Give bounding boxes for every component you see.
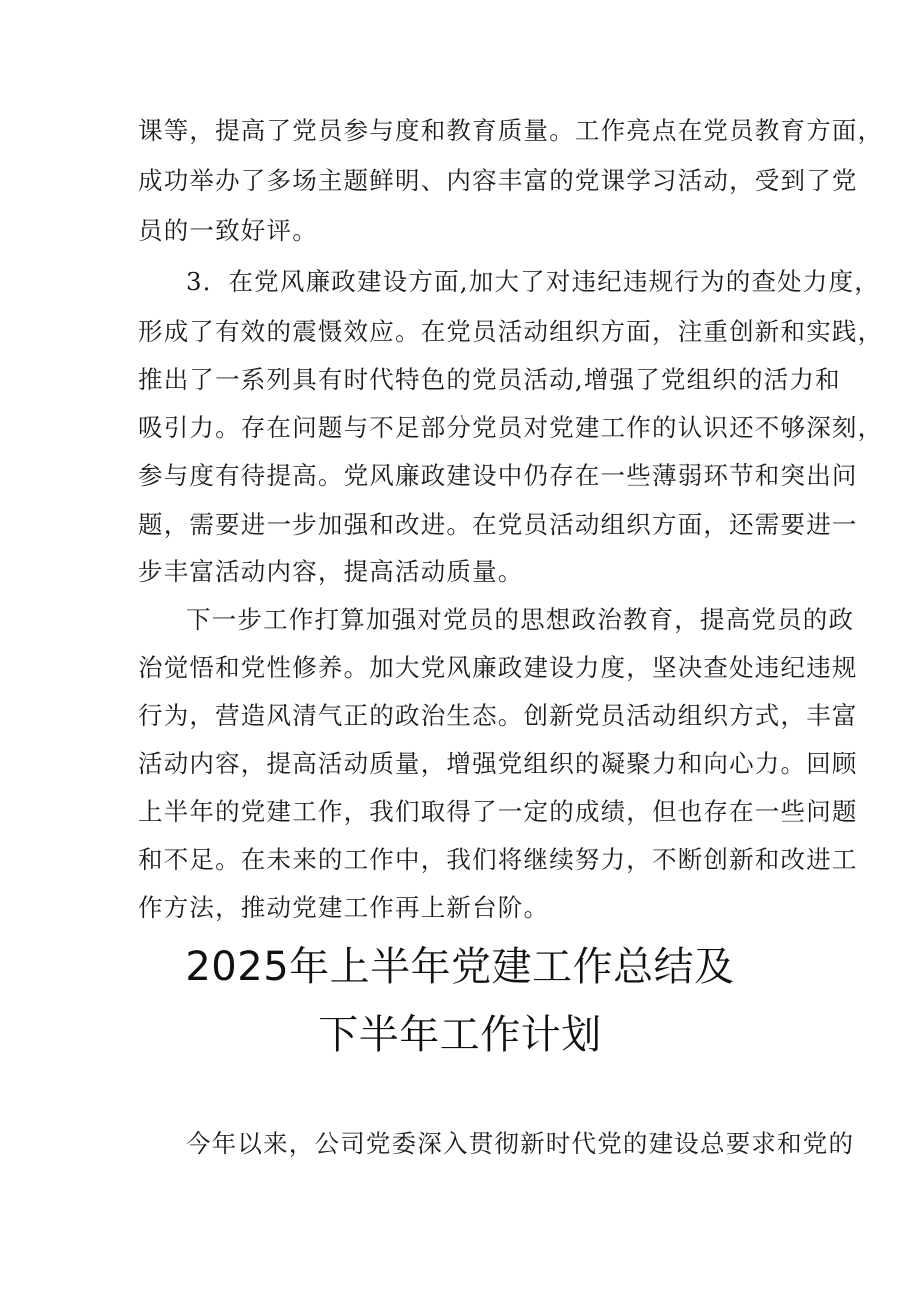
paragraph-line: 参与度有待提高。党风廉政建设中仍存在一些薄弱环节和突出问: [138, 461, 858, 490]
paragraph-line: 今年以来，公司党委深入贯彻新时代党的建设总要求和党的: [186, 1129, 855, 1158]
paragraph-line: 上半年的党建工作，我们取得了一定的成绩，但也存在一些问题: [138, 797, 858, 826]
paragraph-line: 员的一致好评。: [138, 216, 318, 245]
paragraph-line: 和不足。在未来的工作中，我们将继续努力，不断创新和改进工: [138, 845, 858, 874]
paragraph-line: 推出了一系列具有时代特色的党员活动,增强了党组织的活力和: [138, 365, 841, 394]
paragraph-line: 成功举办了多场主题鲜明、内容丰富的党课学习活动，受到了党: [138, 166, 858, 195]
paragraph-line: 题，需要进一步加强和改进。在党员活动组织方面，还需要进一: [138, 510, 858, 539]
paragraph-line: 形成了有效的震慑效应。在党员活动组织方面，注重创新和实践，: [138, 317, 884, 346]
document-title-line-1: 2025年上半年党建工作总结及: [185, 944, 735, 990]
paragraph-line: 活动内容，提高活动质量，增强党组织的凝聚力和向心力。回顾: [138, 749, 858, 778]
paragraph-line: 下一步工作打算加强对党员的思想政治教育，提高党员的政: [186, 605, 855, 634]
paragraph-line: 吸引力。存在问题与不足部分党员对党建工作的认识还不够深刻，: [138, 413, 884, 442]
paragraph-line: 步丰富活动内容，提高活动质量。: [138, 557, 524, 586]
paragraph-line: 行为，营造风清气正的政治生态。创新党员活动组织方式，丰富: [138, 701, 858, 730]
paragraph-line: 课等，提高了党员参与度和教育质量。工作亮点在党员教育方面，: [138, 116, 884, 145]
paragraph-line: 3．在党风廉政建设方面,加大了对违纪违规行为的查处力度，: [186, 267, 880, 296]
document-title-line-2: 下半年工作计划: [318, 1012, 602, 1058]
paragraph-line: 作方法，推动党建工作再上新台阶。: [138, 893, 550, 922]
paragraph-line: 治觉悟和党性修养。加大党风廉政建设力度，坚决查处违纪违规: [138, 653, 858, 682]
